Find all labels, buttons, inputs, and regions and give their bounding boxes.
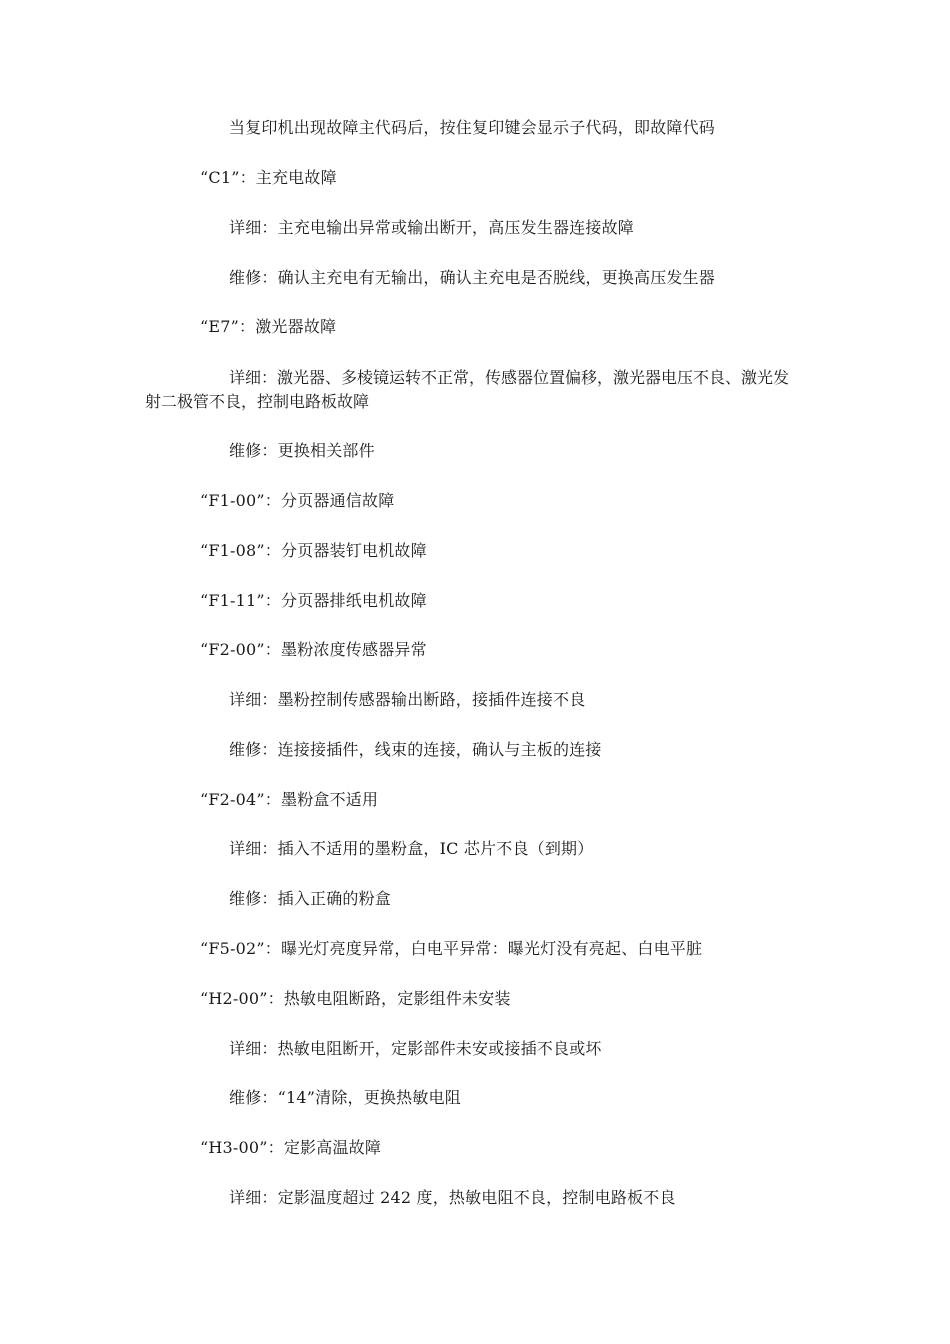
code-h2-00-detail: 详细：热敏电阻断开，定影部件未安或接插不良或坏	[229, 1039, 602, 1058]
code-f2-00-detail: 详细：墨粉控制传感器输出断路，接插件连接不良	[229, 690, 586, 709]
code-f2-00-repair: 维修：连接接插件，线束的连接，确认与主板的连接	[229, 740, 602, 759]
code-e7-detail	[145, 366, 825, 414]
code-h3-00-detail: 详细：定影温度超过 242 度，热敏电阻不良，控制电路板不良	[229, 1188, 676, 1207]
code-f2-04-repair: 维修：插入正确的粉盒	[229, 889, 392, 908]
code-f1-08-heading: “F1-08”：分页器装钉电机故障	[200, 541, 427, 560]
code-e7-repair: 维修：更换相关部件	[229, 441, 375, 460]
code-f2-00-heading: “F2-00”：墨粉浓度传感器异常	[200, 640, 427, 659]
code-f1-11-heading: “F1-11”：分页器排纸电机故障	[200, 591, 427, 610]
code-e7-heading: “E7”：激光器故障	[200, 317, 337, 336]
code-h2-00-repair: 维修：“14”清除，更换热敏电阻	[229, 1088, 461, 1107]
code-h3-00-heading: “H3-00”：定影高温故障	[200, 1138, 382, 1157]
code-c1-detail: 详细：主充电输出异常或输出断开，高压发生器连接故障	[229, 218, 635, 237]
code-f2-04-detail: 详细：插入不适用的墨粉盒，IC 芯片不良（到期）	[229, 839, 594, 858]
code-f2-04-heading: “F2-04”：墨粉盒不适用	[200, 790, 379, 809]
code-h2-00-heading: “H2-00”：热敏电阻断路，定影组件未安装	[200, 989, 511, 1008]
code-c1-repair: 维修：确认主充电有无输出，确认主充电是否脱线，更换高压发生器	[229, 268, 716, 287]
code-f5-02-heading: “F5-02”：曝光灯亮度异常，白电平异常：曝光灯没有亮起、白电平脏	[200, 939, 703, 958]
code-e7-detail-line2: 射二极管不良，控制电路板故障	[145, 392, 370, 411]
code-f1-00-heading: “F1-00”：分页器通信故障	[200, 491, 395, 510]
code-c1-heading: “C1”：主充电故障	[200, 168, 337, 187]
code-e7-detail-line1: 详细：激光器、多棱镜运转不正常，传感器位置偏移，激光器电压不良、激光发	[229, 368, 790, 387]
intro-paragraph: 当复印机出现故障主代码后，按住复印键会显示子代码，即故障代码	[229, 118, 716, 137]
